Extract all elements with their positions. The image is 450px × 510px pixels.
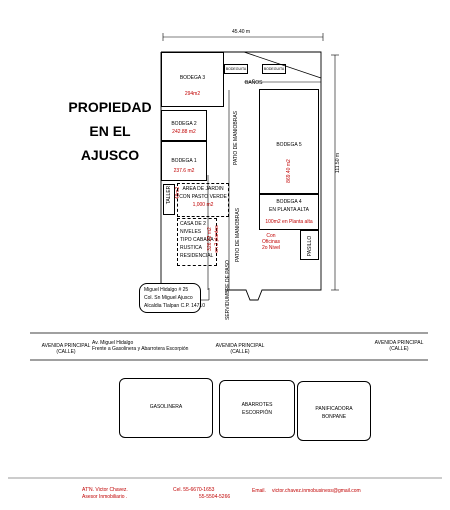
bodega-3 xyxy=(161,52,224,107)
address-box xyxy=(139,283,205,313)
taller-area: 48m2 xyxy=(175,186,181,200)
patio-maniobras-1: PATIO DE MANIOBRAS xyxy=(233,111,239,165)
taller-name: TALLER xyxy=(166,185,172,205)
bodega-5 xyxy=(259,89,319,194)
bodega-2-name: BODEGA 2 xyxy=(171,121,197,127)
footer-phones xyxy=(173,487,230,501)
bodega-1-name: BODEGA 1 xyxy=(171,158,197,164)
panificadora-line-2: BONPANE xyxy=(321,414,347,420)
bodega-5-name: BODEGA 5 xyxy=(276,142,302,148)
address-line-3: Alcaldia Tlalpan C.P. 14710 xyxy=(144,303,205,309)
pasillo xyxy=(300,230,319,260)
servidumbre-de-paso: SERVIDUMBRE DE PASO xyxy=(225,260,231,320)
jardin-line-1: AREA DE JARDIN xyxy=(182,186,224,192)
abarrotes-line-1: ABARROTES xyxy=(241,402,273,408)
title-line-1: PROPIEDAD xyxy=(68,99,152,115)
width-dimension: 45.40 m xyxy=(232,29,251,35)
oficinas-line-2: Oficinas xyxy=(261,239,281,245)
page-title xyxy=(50,98,170,164)
casa-line-3: TIPO CABAÑA xyxy=(180,237,214,243)
footer-cel-2: 55-5504-5266 xyxy=(199,494,231,500)
title-line-2: EN EL xyxy=(89,123,131,139)
footer-contact-name xyxy=(82,487,128,501)
taller xyxy=(163,184,175,215)
abarrotes-line-2: ESCORPIÓN xyxy=(241,410,272,416)
patio-maniobras-2: PATIO DE MANIOBRAS xyxy=(235,208,241,262)
avenida-left-l1: AVENIDA PRINCIPAL xyxy=(41,343,91,349)
avenida-left xyxy=(38,343,94,355)
footer-att-line-2: Asesor Inmobiliario . xyxy=(82,494,128,500)
height-dimension: 111.50 m xyxy=(335,152,341,174)
bodega-3-name: BODEGA 3 xyxy=(179,75,206,81)
abarrotes xyxy=(219,380,295,438)
title-line-3: AJUSCO xyxy=(80,147,140,163)
address-line-1: Miguel Hidalgo # 25 xyxy=(144,287,189,293)
bodeguita-1-label: BODEGUITA xyxy=(225,67,247,71)
bodeguita-2 xyxy=(262,64,286,74)
pasillo-label: PASILLO xyxy=(307,235,313,257)
footer-cel-1: Cel. 55-6670-1653 xyxy=(173,487,215,493)
casa-area-1: 326.32 m2 xyxy=(207,227,213,251)
bodeguita-2-label: BODEGUITA xyxy=(263,67,285,71)
casa-line-1: CASA DE 2 xyxy=(180,221,206,227)
hidalgo-line-1: Av. Miguel Hidalgo xyxy=(92,340,134,346)
bodega-4-sub: EN PLANTA ALTA xyxy=(268,207,309,213)
footer-att-line-1: AT'N. Victor Chavez. xyxy=(82,487,128,493)
bodega-2-area: 242.88 m2 xyxy=(172,129,196,135)
avenida-right-l2: (CALLE) xyxy=(389,346,409,352)
casa-line-4: RUSTICA xyxy=(180,245,202,251)
panificadora-line-1: PANIFICADORA xyxy=(315,406,353,412)
gasolinera xyxy=(119,378,213,438)
bodega-1 xyxy=(161,141,207,181)
jardin-area: 1,000 m2 xyxy=(192,202,214,208)
avenida-right xyxy=(371,340,427,352)
area-jardin xyxy=(177,183,229,217)
footer-email-label: Email. xyxy=(252,488,266,494)
oficinas-line-3: 2o Nivel xyxy=(261,245,281,251)
bodega-3-area: 294m2 xyxy=(184,91,201,97)
avenida-right-l1: AVENIDA PRINCIPAL xyxy=(374,340,424,346)
oficinas-note xyxy=(256,233,286,251)
bodega-2 xyxy=(161,110,207,141)
casa-line-2: NIVELES xyxy=(180,229,202,235)
oficinas-line-1: Con xyxy=(266,233,276,239)
bodega-4-area: 100m2 en Planta alta xyxy=(265,219,313,225)
footer-email[interactable]: victor.chavez.inmobusiness@gmail.com xyxy=(272,488,361,494)
avenida-center-l1: AVENIDA PRINCIPAL xyxy=(215,343,265,349)
bodega-5-area: 869.40 m2 xyxy=(286,159,292,183)
casa-area-2: en 2 plantas xyxy=(214,225,220,253)
address-line-2: Col. Sn Miguel Ajusco xyxy=(144,295,193,301)
bodeguita-1 xyxy=(224,64,248,74)
bodega-4 xyxy=(259,194,319,230)
casa-line-5: RESIDENCIAL xyxy=(180,253,214,259)
avenida-left-l2: (CALLE) xyxy=(56,349,76,355)
gasolinera-label: GASOLINERA xyxy=(149,404,183,410)
banos-label: BAÑOS xyxy=(245,80,263,86)
bodega-4-name: BODEGA 4 xyxy=(276,199,302,205)
hidalgo-line-2: Frente a Gasolinera y Abarrotera Escorpión xyxy=(92,346,189,352)
avenida-center-l2: (CALLE) xyxy=(230,349,250,355)
bodega-1-area: 237.6 m2 xyxy=(173,168,195,174)
jardin-line-2: CON PASTO VERDE xyxy=(179,194,227,200)
hidalgo-note xyxy=(92,340,188,352)
avenida-center xyxy=(212,343,268,355)
panificadora xyxy=(297,381,371,441)
